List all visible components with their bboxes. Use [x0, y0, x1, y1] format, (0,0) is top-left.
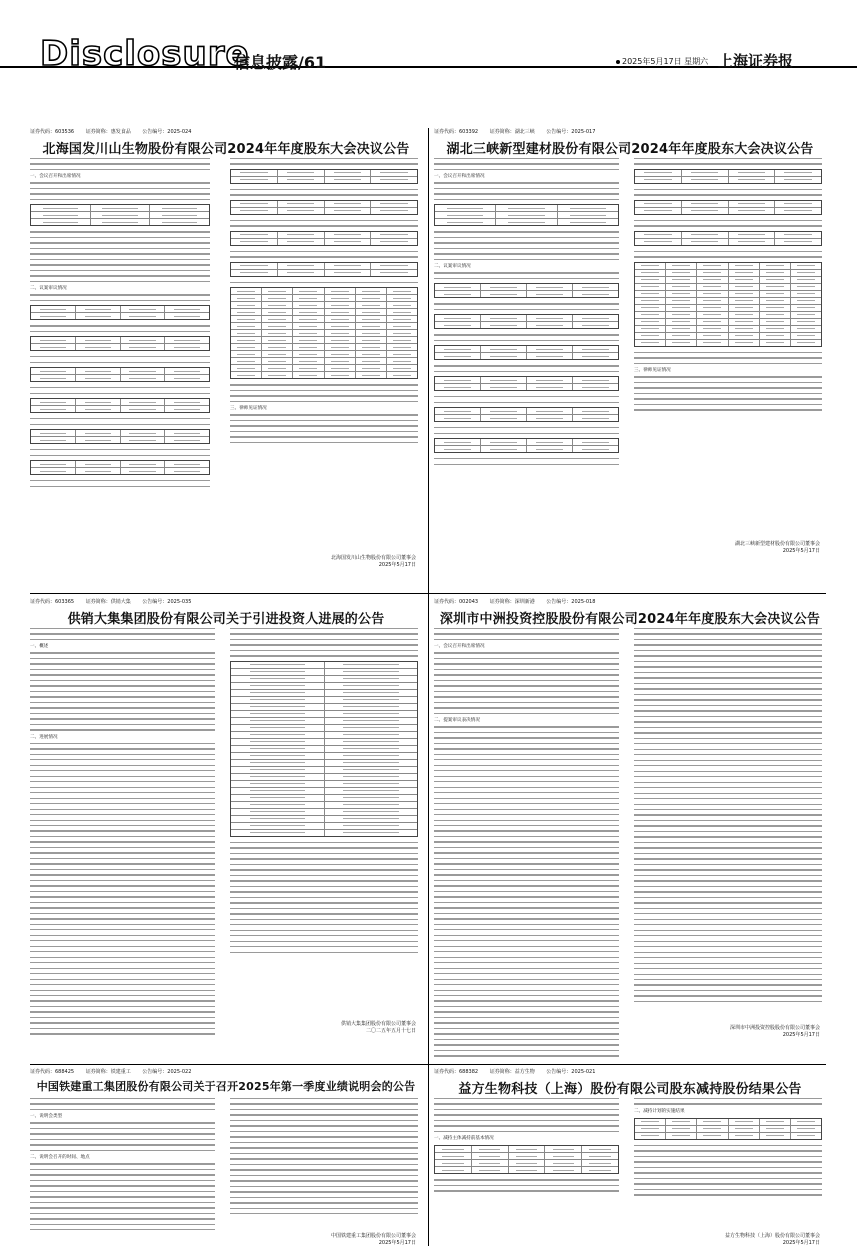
signature-date: 二〇二五年五月十七日: [365, 1028, 416, 1034]
signer: 中国铁建重工集团股份有限公司董事会: [330, 1233, 416, 1239]
section-heading: 一、说明会类型: [30, 1114, 63, 1120]
signer: 供销大集集团股份有限公司董事会: [340, 1021, 416, 1027]
masthead-wordmark: Disclosure: [40, 34, 250, 74]
announcement-body: [434, 628, 619, 1058]
signature-block: [341, 1020, 416, 1034]
announcement-title: 供销大集集团股份有限公司关于引进投资人进展的公告: [67, 612, 385, 627]
issue-date: 2025年5月17日 星期六: [616, 56, 708, 67]
signature-date: 2025年5月17日: [378, 562, 416, 568]
section-heading: 二、提案审议表决情况: [434, 718, 480, 724]
row-divider-1: [30, 593, 826, 594]
shareholding-table: [434, 1145, 619, 1174]
section-heading: 一、会议召开和出席情况: [434, 174, 485, 180]
announcement-panel-2: [434, 128, 826, 588]
announcement-body: [30, 158, 210, 491]
announcement-body-col2: [230, 158, 418, 447]
vote-table: [230, 287, 418, 379]
signature-date: 2025年5月17日: [782, 1032, 820, 1038]
masthead: [0, 0, 857, 74]
data-table: [30, 204, 210, 226]
section-heading: 二、说明会召开的时间、地点: [30, 1155, 90, 1161]
vote-table: [634, 262, 822, 347]
section-heading: 一、概述: [30, 644, 49, 650]
signature-block: [725, 1232, 820, 1246]
announcement-panel-3: [30, 598, 422, 1058]
announcement-panel-5: [30, 1068, 422, 1248]
announcement-body-col2: [634, 158, 822, 415]
announcement-body: [30, 628, 215, 1039]
signature-date: 2025年5月17日: [782, 548, 820, 554]
announcement-body: [434, 1098, 619, 1196]
financial-table: [230, 661, 418, 837]
signature-block: [735, 540, 820, 554]
stock-info: 证券代码：002043 证券简称：深圳新港 公告编号：2025-018: [434, 599, 596, 605]
announcement-body: [30, 1098, 215, 1235]
stock-info: 证券代码：603392 证券简称：湖北三峡 公告编号：2025-017: [434, 129, 596, 135]
announcement-body-col2: [230, 1098, 418, 1219]
section-heading: 二、议案审议情况: [30, 286, 67, 292]
stock-info: 证券代码：688425 证券简称：铁建重工 公告编号：2025-022: [30, 1069, 192, 1075]
announcement-title: 中国铁建重工集团股份有限公司关于召开2025年第一季度业绩说明会的公告: [36, 1080, 416, 1093]
stock-info: 证券代码：603536 证券简称：惠发食品 公告编号：2025-024: [30, 129, 192, 135]
announcement-body: [434, 158, 619, 469]
signer: 湖北三峡新型建材股份有限公司董事会: [734, 541, 820, 547]
newspaper-logo: 上海证券报: [718, 52, 794, 70]
section-heading: 二、进展情况: [30, 734, 58, 740]
section-heading: 二、减持计划的实施结果: [634, 1108, 685, 1114]
stock-info: 证券代码：688382 证券简称：益方生物 公告编号：2025-021: [434, 1069, 596, 1075]
signature-block: [331, 1232, 416, 1246]
signature-block: [730, 1024, 820, 1038]
announcement-panel-4: [434, 598, 826, 1058]
section-heading: 一、会议召开和出席情况: [30, 174, 81, 180]
announcement-title: 益方生物科技（上海）股份有限公司股东减持股份结果公告: [458, 1082, 802, 1097]
section-heading: 二、议案审议情况: [434, 264, 471, 270]
announcement-panel-1: [30, 128, 422, 588]
section-heading: 一、减持主体减持前基本情况: [434, 1136, 494, 1142]
bullet-icon: [616, 60, 620, 64]
section-title: 信息披露/61: [234, 53, 327, 72]
signer: 北海国发川山生物股份有限公司董事会: [330, 555, 416, 561]
announcement-body-col2: [230, 628, 418, 957]
announcement-title: 湖北三峡新型建材股份有限公司2024年年度股东大会决议公告: [446, 142, 814, 157]
signer: 益方生物科技（上海）股份有限公司董事会: [724, 1233, 820, 1239]
section-heading: 一、会议召开和出席情况: [434, 644, 485, 650]
section-heading: 三、律师见证情况: [634, 368, 671, 374]
column-divider: [428, 128, 429, 1246]
announcement-body-col2: [634, 1098, 822, 1200]
signer: 深圳市中洲投资控股股份有限公司董事会: [729, 1025, 820, 1031]
signature-block: [331, 554, 416, 568]
announcement-title: 北海国发川山生物股份有限公司2024年年度股东大会决议公告: [42, 142, 410, 157]
section-heading: 三、律师见证情况: [230, 406, 267, 412]
reduction-table: [634, 1118, 822, 1140]
signature-date: 2025年5月17日: [782, 1240, 820, 1246]
announcement-panel-6: [434, 1068, 826, 1248]
stock-info: 证券代码：603365 证券简称：供销大集 公告编号：2025-035: [30, 599, 192, 605]
announcement-title: 深圳市中洲投资控股股份有限公司2024年年度股东大会决议公告: [439, 612, 821, 627]
row-divider-2: [30, 1064, 826, 1065]
announcement-body-col2: [634, 628, 822, 1006]
signature-date: 2025年5月17日: [378, 1240, 416, 1246]
